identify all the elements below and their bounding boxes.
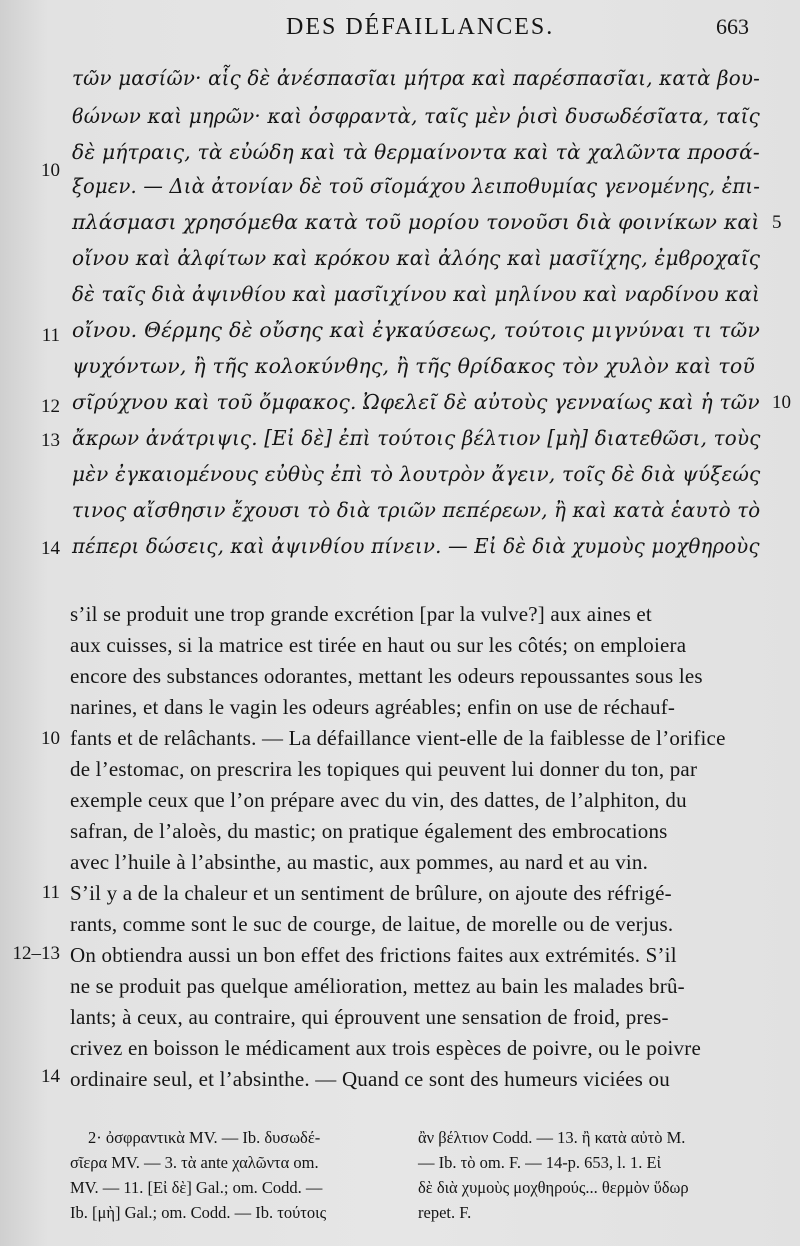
translation-line: narines, et dans le vagin les odeurs agréables; enfin on use de réchauf- xyxy=(70,695,676,719)
line-number: 12–13 xyxy=(12,943,60,964)
greek-line: ξομεν. — Διὰ ἀτονίαν δὲ τοῦ σῖομάχου λειποθυμίας γενομένης, ἐπι- xyxy=(72,174,761,198)
translation-line: exemple ceux que l’on prépare avec du vin, des dattes, de l’alphiton, du xyxy=(70,788,687,812)
line-number: 5 xyxy=(772,212,782,233)
translation-line: de l’estomac, on prescrira les topiques qui peuvent lui donner du ton, par xyxy=(70,757,698,781)
greek-line: δὲ ταῖς διὰ ἀψινθίου καὶ μασῖιχίνου καὶ μηλίνου καὶ ναρδίνου καὶ xyxy=(72,282,761,306)
footnote-line: ἂν βέλτιον Codd. — 13. ἢ κατὰ αὐτὸ M. xyxy=(418,1128,686,1147)
greek-line: μὲν ἐγκαιομένους εὐθὺς ἐπὶ τὸ λουτρὸν ἄγειν, τοῖς δὲ διὰ ψύξεώς xyxy=(72,462,761,486)
translation-line: rants, comme sont le suc de courge, de laitue, de morelle ou de verjus. xyxy=(70,912,674,936)
translation-line: s’il se produit une trop grande excrétion [par la vulve?] aux aines et xyxy=(70,602,652,626)
translation-line: crivez en boisson le médicament aux trois espèces de poivre, ou le poivre xyxy=(70,1036,701,1060)
footnote-line: repet. F. xyxy=(418,1203,472,1222)
greek-line: οἴνου. Θέρμης δὲ οὔσης καὶ ἐγκαύσεως, τούτοις μιγνύναι τι τῶν xyxy=(72,318,761,342)
line-number: 12 xyxy=(41,396,60,417)
translation-line: lants; à ceux, au contraire, qui éprouvent une sensation de froid, pres- xyxy=(70,1005,669,1029)
footnote-line: 2· ὀσφραντικὰ MV. — Ib. δυσωδέ- xyxy=(88,1128,321,1147)
line-number: 13 xyxy=(41,430,60,451)
line-number: 14 xyxy=(41,538,60,559)
footnote-line: Ib. [μὴ] Gal.; om. Codd. — Ib. τούτοις xyxy=(70,1203,327,1222)
page-number: 663 xyxy=(716,14,749,39)
greek-line: ψυχόντων, ἢ τῆς κολοκύνθης, ἢ τῆς θρίδακος τὸν χυλὸν καὶ τοῦ xyxy=(72,354,756,378)
greek-line: τῶν μασίῶν· αἷς δὲ ἀνέσπασῖαι μήτρα καὶ παρέσπασῖαι, κατὰ βου- xyxy=(72,66,761,90)
line-number: 11 xyxy=(41,325,60,346)
footnote-line: — Ib. τὸ om. F. — 14-p. 653, l. 1. Εἰ xyxy=(418,1153,662,1172)
greek-line: ϐώνων καὶ μηρῶν· καὶ ὀσφραντὰ, ταῖς μὲν ῥισὶ δυσωδέσῖατα, ταῖς xyxy=(72,104,760,128)
greek-line: πλάσμασι χρησόμεθα κατὰ τοῦ μορίου τονοῦσι διὰ φοινίκων καὶ xyxy=(72,210,760,234)
footnote-line: MV. — 11. [Εἰ δὲ] Gal.; om. Codd. — xyxy=(70,1178,323,1197)
line-number: 10 xyxy=(772,392,791,413)
translation-line: On obtiendra aussi un bon effet des frictions faites aux extrémités. S’il xyxy=(70,943,677,967)
greek-line: οἴνου καὶ ἀλφίτων καὶ κρόκου καὶ ἀλόης καὶ μασῖίχης, ἐμϐροχαῖς xyxy=(72,246,761,270)
footnote-line: δὲ διὰ χυμοὺς μοχθηρούς... θερμὸν ὕδωρ xyxy=(418,1178,689,1197)
line-number: 11 xyxy=(41,882,60,903)
line-number: 10 xyxy=(41,160,60,181)
translation-line: encore des substances odorantes, mettant les odeurs repoussantes sous les xyxy=(70,664,703,688)
translation-line: S’il y a de la chaleur et un sentiment de brûlure, on ajoute des réfrigé- xyxy=(70,881,672,905)
greek-line: ἄκρων ἀνάτριψις. [Εἰ δὲ] ἐπὶ τούτοις βέλτιον [μὴ] διατεθῶσι, τοὺς xyxy=(72,426,761,450)
translation-line: avec l’huile à l’absinthe, au mastic, aux pommes, au nard et au vin. xyxy=(70,850,649,874)
line-number: 10 xyxy=(41,728,60,749)
translation-line: ordinaire seul, et l’absinthe. — Quand ce sont des humeurs viciées ou xyxy=(70,1067,670,1091)
greek-line: σῖρύχνου καὶ τοῦ ὄμφακος. Ὠφελεῖ δὲ αὐτοὺς γενναίως καὶ ἡ τῶν xyxy=(72,390,760,414)
greek-line: δὲ μήτραις, τὰ εὐώδη καὶ τὰ θερμαίνοντα καὶ τὰ χαλῶντα προσά- xyxy=(72,140,760,164)
running-header xyxy=(0,14,800,48)
translation-line: ne se produit pas quelque amélioration, mettez au bain les malades brû- xyxy=(70,974,685,998)
translation-line: fants et de relâchants. — La défaillance vient-elle de la faiblesse de l’orifice xyxy=(70,726,726,750)
running-title: DES DÉFAILLANCES. xyxy=(286,14,555,40)
line-number: 14 xyxy=(41,1066,60,1087)
greek-line: τινος αἴσθησιν ἔχουσι τὸ διὰ τριῶν πεπέρεων, ἢ καὶ κατὰ ἑαυτὸ τὸ xyxy=(72,498,761,522)
translation-line: safran, de l’aloès, du mastic; on pratique également des embrocations xyxy=(70,819,668,843)
footnote-line: σῖερα MV. — 3. τὰ ante χαλῶντα om. xyxy=(70,1153,319,1172)
translation-line: aux cuisses, si la matrice est tirée en haut ou sur les côtés; on emploiera xyxy=(70,633,687,657)
greek-line: πέπερι δώσεις, καὶ ἀψινθίου πίνειν. — Εἰ δὲ διὰ χυμοὺς μοχθηροὺς xyxy=(72,534,760,558)
